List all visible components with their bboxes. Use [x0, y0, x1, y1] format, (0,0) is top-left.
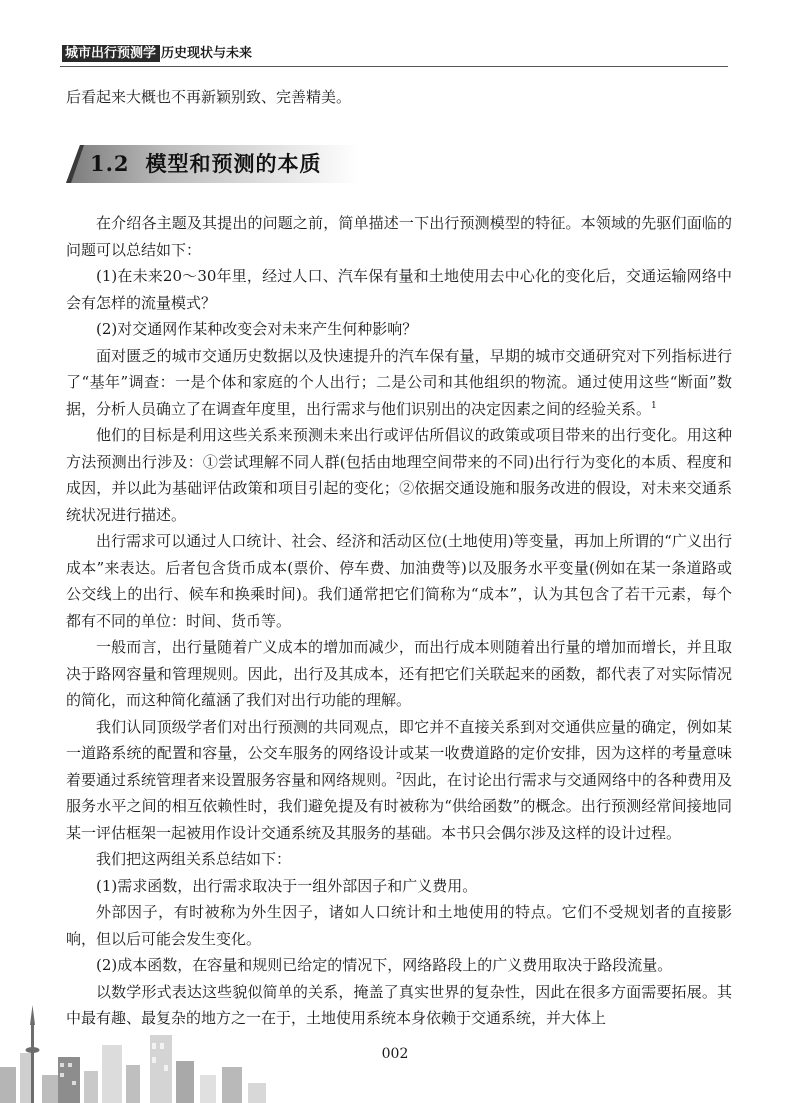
book-title: 城市出行预测学	[62, 45, 160, 62]
section-number: 1.2	[90, 151, 130, 176]
book-subtitle: 历史现状与未来	[161, 46, 253, 61]
footnote-ref: 1	[651, 400, 657, 411]
paragraph: (1)在未来20～30年里，经过人口、汽车保有量和土地使用去中心化的变化后，交通运输网络中会有怎样的流量模式？	[66, 267, 732, 312]
body-text	[66, 210, 732, 1032]
paragraph	[66, 714, 732, 847]
section-heading	[66, 145, 358, 183]
section-title-text: 模型和预测的本质	[145, 151, 322, 176]
running-header	[62, 44, 252, 64]
paragraph-text: 我们认同顶级学者们对出行预测的共同观点，即它并不直接关系到对交通供应量的确定，例如某一道路系统的配置和容量，公交车服务的网络设计或某一收费道路的定价安排，因为这样的考量意味着要通过系统管理者来设置服务容量和网络规则。	[66, 717, 732, 789]
header-rule	[60, 66, 728, 67]
paragraph: 我们把这两组关系总结如下：	[96, 850, 292, 868]
section-title	[90, 150, 322, 178]
paragraph: (2)成本函数，在容量和规则已给定的情况下，网络路段上的广义费用取决于路段流量。	[96, 956, 673, 974]
footnote-ref: 2	[396, 771, 402, 782]
paragraph: (2)对交通网作某种改变会对未来产生何种影响？	[96, 320, 418, 338]
paragraph: 一般而言，出行量随着广义成本的增加而减少，而出行成本则随着出行量的增加而增长，并且取决于路网容量和管理规则。因此，出行及其成本，还有把它们关联起来的函数，都代表了对实际情况的简化，而这种简化蕴涵了我们对出行功能的理解。	[66, 638, 732, 709]
carryover-line: 后看起来大概也不再新颖别致、完善精美。	[66, 88, 352, 106]
paragraph: 以数学形式表达这些貌似简单的关系，掩盖了真实世界的复杂性，因此在很多方面需要拓展。其中最有趣、最复杂的地方之一在于，土地使用系统本身依赖于交通系统，并大体上	[66, 982, 732, 1027]
paragraph	[66, 343, 732, 423]
paragraph-text-tail: 因此，在讨论出行需求与交通网络中的各种费用及服务水平之间的相互依赖性时，我们避免提及有时被称为“供给函数”的概念。出行预测经常间接地同某一评估框架一起被用作设计交通系统及其服务的基础。本书只会偶尔涉及这样的设计过程。	[66, 770, 732, 842]
paragraph: (1)需求函数，出行需求取决于一组外部因子和广义费用。	[96, 876, 478, 895]
paragraph: 在介绍各主题及其提出的问题之前，简单描述一下出行预测模型的特征。本领域的先驱们面临的问题可以总结如下：	[66, 214, 732, 259]
carryover-text	[66, 84, 732, 111]
page-number: 002	[381, 1046, 409, 1062]
paragraph-text: 面对匮乏的城市交通历史数据以及快速提升的汽车保有量，早期的城市交通研究对下列指标进行了“基年”调查：一是个体和家庭的个人出行；二是公司和其他组织的物流。通过使用这些“断面”数据，分析人员确立了在调查年度里，出行需求与他们识别出的决定因素之间的经验关系。	[66, 346, 732, 418]
paragraph: 他们的目标是利用这些关系来预测未来出行或评估所倡议的政策或项目带来的出行变化。用这种方法预测出行涉及：①尝试理解不同人群(包括由地理空间带来的不同)出行行为变化的本质、程度和成因，并以此为基础评估政策和项目引起的变化；②依据交通设施和服务改进的假设，对未来交通系统状况进行描述。	[66, 426, 732, 524]
paragraph: 外部因子，有时被称为外生因子，诸如人口统计和土地使用的特点。它们不受规划者的直接影响，但以后可能会发生变化。	[66, 903, 732, 948]
paragraph: 出行需求可以通过人口统计、社会、经济和活动区位(土地使用)等变量，再加上所谓的“广义出行成本”来表达。后者包含货币成本(票价、停车费、加油费等)以及服务水平变量(例如在某一条道路或公交线上的出行、候车和换乘时间)。我们通常把它们简称为“成本”，认为其包含了若干元素，每个都有不同的单位：时间、货币等。	[66, 532, 732, 630]
